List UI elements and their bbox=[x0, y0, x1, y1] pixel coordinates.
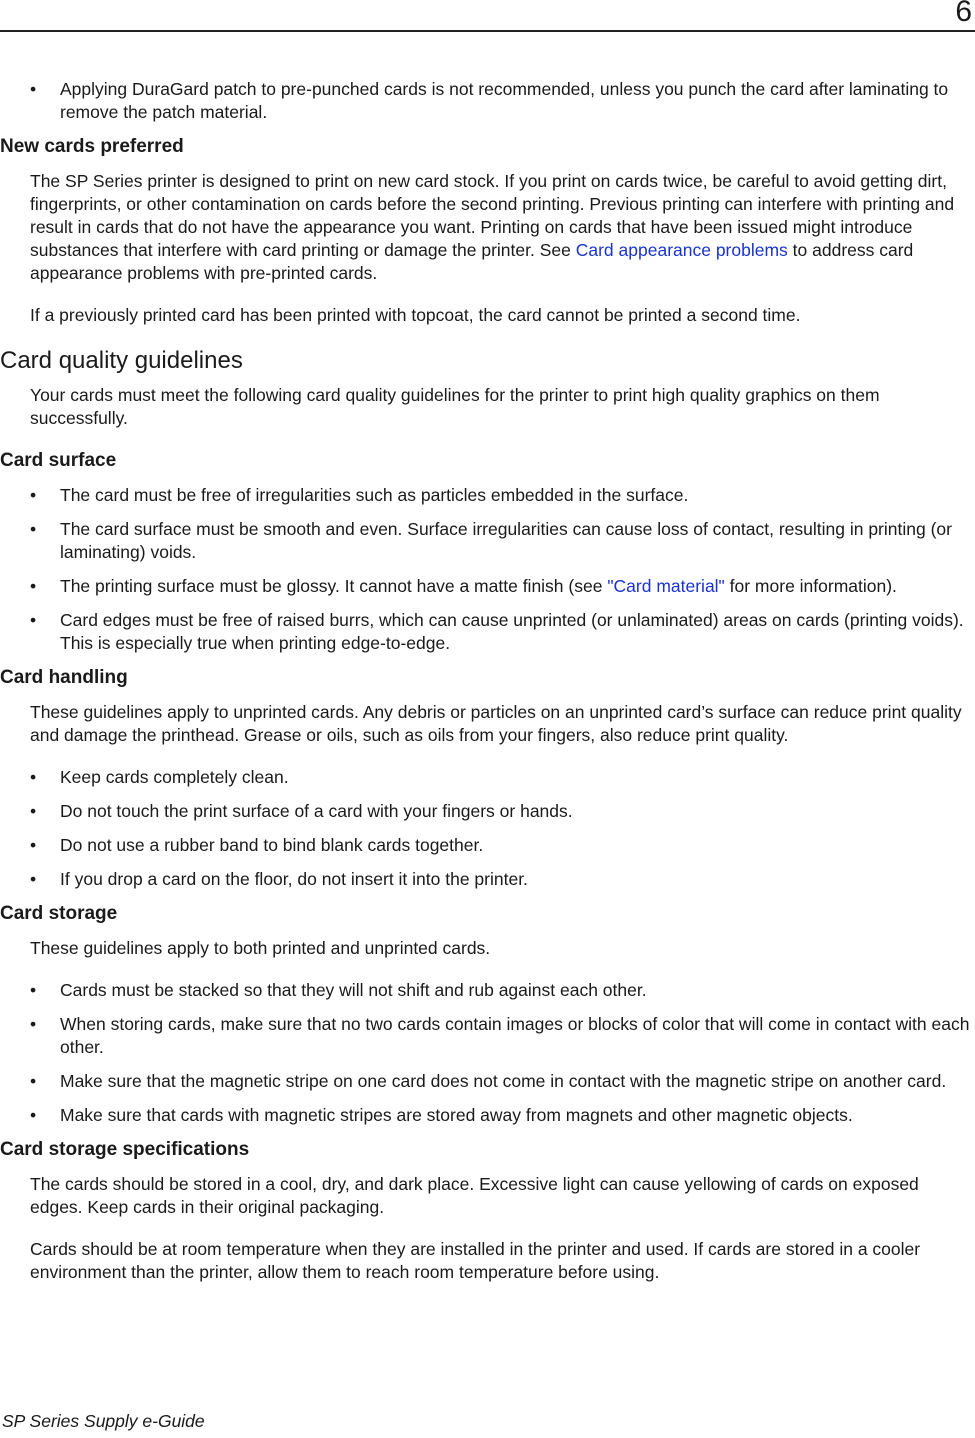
bullet-text: Make sure that the magnetic stripe on one card does not come in contact with the magnetic stripe on another card. bbox=[60, 1071, 947, 1091]
bullet-icon: • bbox=[30, 610, 37, 630]
section-heading-card-surface: Card surface bbox=[0, 450, 117, 471]
bullet-text: When storing cards, make sure that no two cards contain images or blocks of color that will come in contact with each other. bbox=[60, 1014, 970, 1057]
bullet-icon: • bbox=[30, 576, 37, 596]
paragraph: These guidelines apply to both printed and unprinted cards. bbox=[30, 938, 491, 958]
paragraph: If a previously printed card has been printed with topcoat, the card cannot be printed a second time. bbox=[30, 305, 801, 325]
list-item bbox=[0, 800, 972, 823]
bullet-icon: • bbox=[30, 79, 37, 99]
bullet-text: Do not touch the print surface of a card with your fingers or hands. bbox=[60, 801, 573, 821]
section-heading-new-cards: New cards preferred bbox=[0, 136, 184, 157]
paragraph: Cards should be at room temperature when they are installed in the printer and used. If cards are stored in a cooler environment than the printer, allow them to reach room temperature before using. bbox=[30, 1239, 921, 1282]
bullet-icon: • bbox=[30, 519, 37, 539]
bullet-icon: • bbox=[30, 835, 37, 855]
list-item bbox=[0, 766, 972, 789]
paragraph-text: to address card appearance problems with pre-printed cards. bbox=[30, 240, 914, 283]
bullet-icon: • bbox=[30, 485, 37, 505]
bullet-text: Make sure that cards with magnetic stripes are stored away from magnets and other magnetic objects. bbox=[60, 1105, 853, 1125]
list-item bbox=[0, 1104, 972, 1127]
paragraph: The cards should be stored in a cool, dry, and dark place. Excessive light can cause yellowing of cards on exposed edges. Keep cards in their original packaging. bbox=[30, 1174, 919, 1217]
list-item bbox=[0, 868, 972, 891]
bullet-text: Cards must be stacked so that they will not shift and rub against each other. bbox=[60, 980, 647, 1000]
section-heading-card-handling: Card handling bbox=[0, 667, 128, 688]
list-item bbox=[0, 979, 972, 1002]
bullet-icon: • bbox=[30, 1014, 37, 1034]
bullet-text: Keep cards completely clean. bbox=[60, 767, 289, 787]
bullet-text: If you drop a card on the floor, do not insert it into the printer. bbox=[60, 869, 528, 889]
list-item bbox=[0, 518, 972, 564]
bullet-text: The card must be free of irregularities such as particles embedded in the surface. bbox=[60, 485, 689, 505]
bullet-icon: • bbox=[30, 869, 37, 889]
list-item bbox=[0, 78, 972, 124]
list-item bbox=[0, 484, 972, 507]
bullet-text: for more information). bbox=[724, 576, 897, 596]
bullet-icon: • bbox=[30, 767, 37, 787]
link-card-material[interactable]: "Card material" bbox=[607, 576, 725, 596]
paragraph: Your cards must meet the following card quality guidelines for the printer to print high quality graphics on them successfully. bbox=[30, 385, 880, 428]
header-divider bbox=[0, 30, 975, 32]
section-heading-card-storage: Card storage bbox=[0, 903, 118, 924]
paragraph-text: The SP Series printer is designed to print on new card stock. If you print on cards twice, be careful to avoid getting dirt, fingerprints, or other contamination on cards before the second printing. Previous printing can interfere with printing and result in cards that do not have the appearance you want. Printing on cards that have been issued might introduce substances that interfere with card printing or damage the printer. See bbox=[30, 171, 955, 260]
bullet-text: The card surface must be smooth and even. Surface irregularities can cause loss of contact, resulting in printing (or laminating) voids. bbox=[60, 519, 952, 562]
paragraph: These guidelines apply to unprinted cards. Any debris or particles on an unprinted card’s surface can reduce print quality and damage the printhead. Grease or oils, such as oils from your fingers, also reduce print quality. bbox=[30, 702, 962, 745]
page-number: 6 bbox=[955, 0, 972, 28]
bullet-text: The printing surface must be glossy. It cannot have a matte finish (see bbox=[60, 576, 608, 596]
link-card-appearance-problems[interactable]: Card appearance problems bbox=[575, 240, 788, 260]
footer-title: SP Series Supply e-Guide bbox=[2, 1411, 205, 1431]
bullet-icon: • bbox=[30, 1105, 37, 1125]
bullet-icon: • bbox=[30, 1071, 37, 1091]
paragraph bbox=[0, 170, 972, 285]
list-item bbox=[0, 834, 972, 857]
bullet-text: Do not use a rubber band to bind blank cards together. bbox=[60, 835, 484, 855]
list-item bbox=[0, 575, 972, 598]
bullet-icon: • bbox=[30, 980, 37, 1000]
list-item bbox=[0, 1013, 972, 1059]
list-item bbox=[0, 609, 972, 655]
document-body bbox=[0, 78, 972, 1303]
section-heading-storage-specifications: Card storage specifications bbox=[0, 1139, 250, 1160]
list-item bbox=[0, 1070, 972, 1093]
bullet-icon: • bbox=[30, 801, 37, 821]
section-title-card-quality: Card quality guidelines bbox=[0, 347, 243, 374]
bullet-text: Card edges must be free of raised burrs, which can cause unprinted (or unlaminated) areas on cards (printing voids). This is especially true when printing edge-to-edge. bbox=[60, 610, 964, 653]
bullet-text: Applying DuraGard patch to pre-punched cards is not recommended, unless you punch the card after laminating to remove the patch material. bbox=[60, 79, 949, 122]
